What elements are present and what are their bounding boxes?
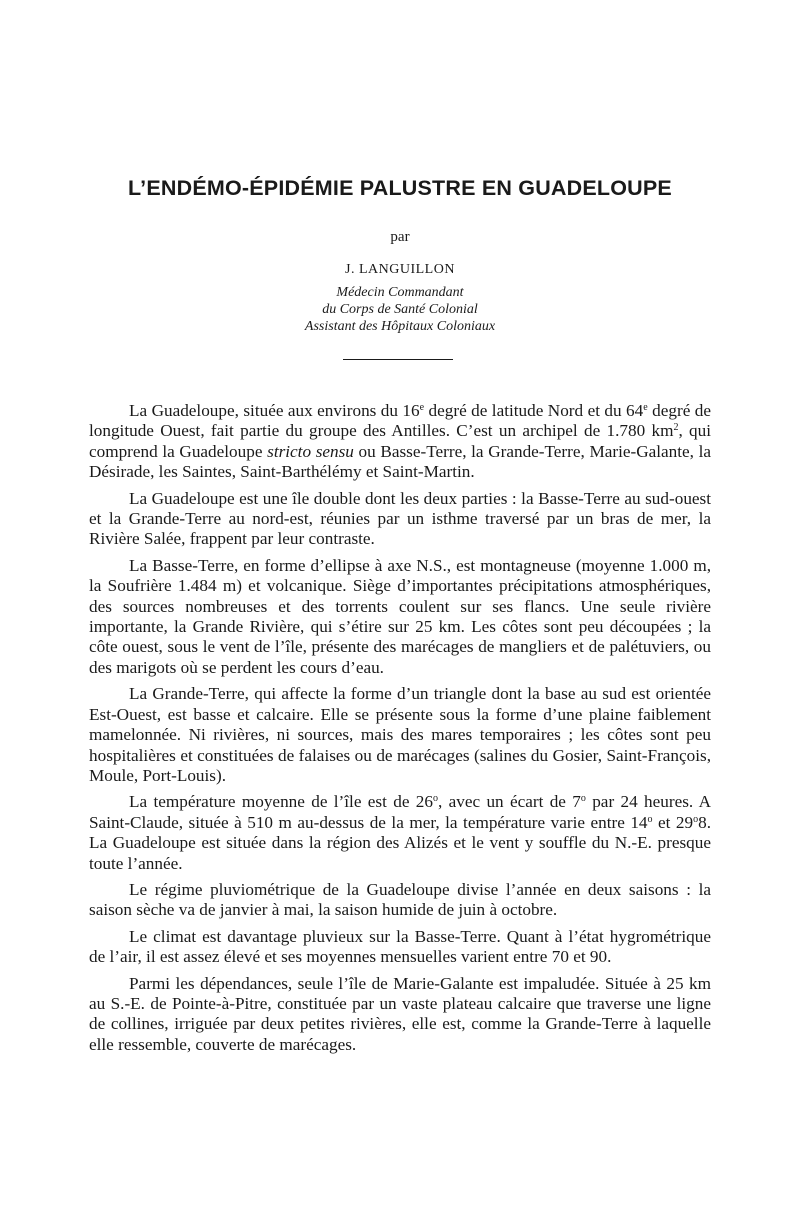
article-body [89,401,711,1061]
paragraph-text: par 24 heures. A Saint-Claude, située à 510 m au-dessus de la mer, la température varie entre 14 [89,792,711,832]
superscript: e [643,402,648,413]
title-separator-rule [343,359,453,360]
paragraph-island-double: La Guadeloupe est une île double dont les deux parties : la Basse-Terre au sud-ouest et la Grande-Terre au nord-est, réunies par un isthme traversé par un bras de mer, la Rivière Salée, frappent par leur contraste. [89,488,711,549]
byline-par: par [390,229,410,245]
author-name: J. LANGUILLON [345,262,455,277]
article-title: L’ENDÉMO-ÉPIDÉMIE PALUSTRE EN GUADELOUPE [128,176,672,200]
paragraph-temperature [89,792,711,874]
paragraph-text: degré de latitude Nord et du 64 [424,401,644,420]
paragraph-text: La Guadeloupe, située aux environs du 16 [129,401,420,420]
superscript: o [647,813,653,825]
paragraph-text: , avec un écart de 7 [438,792,581,812]
author-credentials [220,284,580,335]
superscript: o [433,793,438,805]
superscript: o [693,813,699,825]
superscript: o [580,793,586,805]
paragraph-text: ou Basse-Terre, la Grande-Terre, Marie-Galante, la Désirade, les Saintes, Saint-Barthélémy et Saint-Martin. [89,441,712,482]
paragraph-rainfall: Le régime pluviométrique de la Guadeloupe divise l’année en deux saisons : la saison sèche va de janvier à mai, la saison humide de juin à octobre. [89,879,711,920]
paragraph-basse-terre: La Basse-Terre, en forme d’ellipse à axe N.S., est montagneuse (moyenne 1.000 m, la Soufrière 1.484 m) et volcanique. Siège d’importantes précipitations atmosphériques, des sources nombreuses et des torrents coulent sur ses flancs. Une seule rivière importante, la Grande Rivière, qui s’étire sur 25 km. Les côtes sont peu découpées ; la côte ouest, sous le vent de l’île, présente des marécages de mangliers et de palétuviers, ou des marigots où se perdent les cours d’eau. [89,555,711,677]
credential-line: Assistant des Hôpitaux Coloniaux [304,319,496,334]
paragraph-text: degré de longitude Ouest, fait partie du groupe des Antilles. C’est un archipel de 1.780 km [89,401,711,441]
credential-line: du Corps de Santé Colonial [322,302,478,317]
paragraph-climate: Le climat est davantage pluvieux sur la Basse-Terre. Quant à l’état hygrométrique de l’air, il est assez élevé et ses moyennes mensuelles varient entre 70 et 90. [89,926,711,967]
paragraph-text: La température moyenne de l’île est de 26 [129,792,433,812]
paragraph-grande-terre: La Grande-Terre, qui affecte la forme d’un triangle dont la base au sud est orientée Est-Ouest, est basse et calcaire. Elle se présente sous la forme d’une plaine faiblement mamelonnée. Ni rivières, ni sources, mais des mares temporaires ; les côtes sont peu hospitalières et constituées de falaises ou de marécages (salines du Gosier, Saint-François, Moule, Port-Louis). [89,684,711,785]
credential-line: Médecin Commandant [336,285,464,300]
paragraph-marie-galante: Parmi les dépendances, seule l’île de Marie-Galante est impaludée. Située à 25 km au S.-E. de Pointe-à-Pitre, constituée par un vaste plateau calcaire que traverse une ligne de collines, irriguée par deux petites rivières, elle est, comme la Grande-Terre à laquelle elle ressemble, couverte de marécages. [89,973,711,1054]
paragraph-text: , qui comprend la Guadeloupe [89,421,711,461]
paragraph-text: 8. La Guadeloupe est située dans la région des Alizés et le vent y souffle du N.-E. presque toute l’année. [89,812,711,873]
italic-term: stricto sensu [267,441,354,461]
superscript: 2 [673,422,679,434]
paragraph-text: et 29 [652,812,694,832]
superscript: e [419,402,425,413]
paragraph-intro [89,401,711,483]
